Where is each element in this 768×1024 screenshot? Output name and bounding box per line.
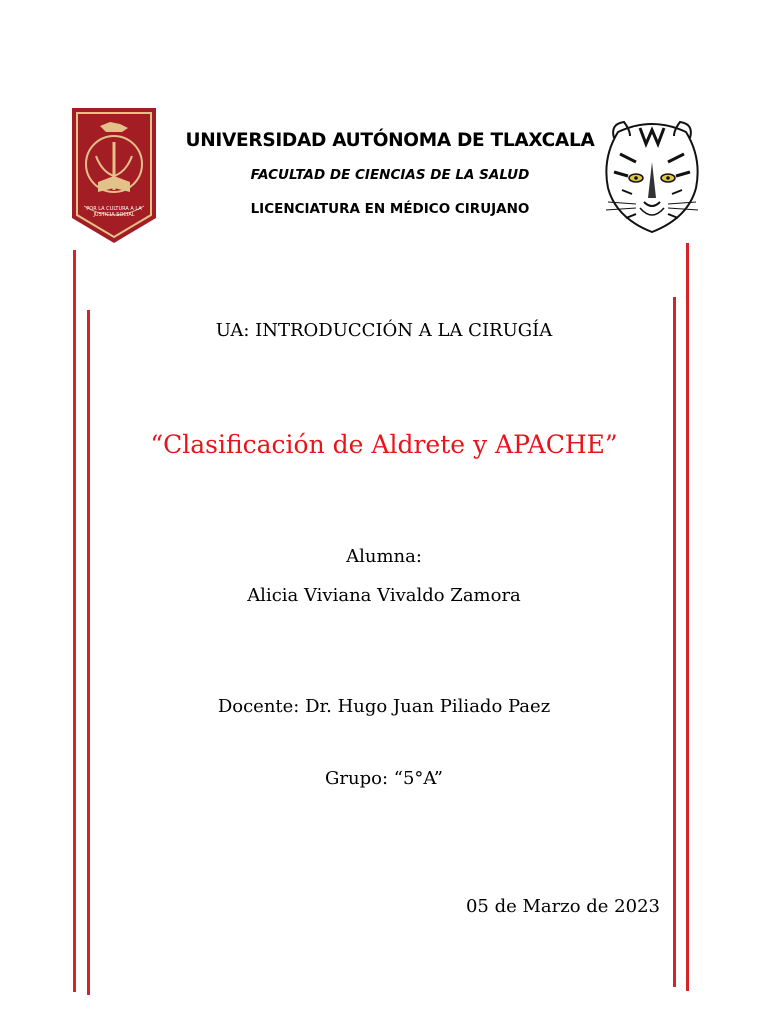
- document-title: “Clasificación de Aldrete y APACHE”: [150, 430, 618, 459]
- right-border-line-outer: [686, 243, 689, 991]
- career-name: LICENCIATURA EN MÉDICO CIRUJANO: [250, 201, 530, 217]
- shield-motto-text: POR LA CULTURA A LA JUSTICIA SOCIAL: [86, 206, 142, 218]
- teacher-line: Docente: Dr. Hugo Juan Piliado Paez: [217, 696, 551, 717]
- student-label: Alumna:: [346, 546, 422, 567]
- course-name: UA: INTRODUCCIÓN A LA CIRUGÍA: [215, 320, 553, 341]
- left-border-line-outer: [73, 250, 76, 992]
- faculty-name: FACULTAD DE CIENCIAS DE LA SALUD: [250, 167, 530, 183]
- group-line: Grupo: “5°A”: [325, 768, 443, 789]
- university-shield-logo: [70, 106, 158, 246]
- student-name: Alicia Viviana Vivaldo Zamora: [247, 585, 521, 606]
- left-border-line-inner: [87, 310, 90, 995]
- document-date: 05 de Marzo de 2023: [465, 896, 660, 917]
- university-name: UNIVERSIDAD AUTÓNOMA DE TLAXCALA: [185, 130, 595, 151]
- right-border-line-inner: [673, 297, 676, 987]
